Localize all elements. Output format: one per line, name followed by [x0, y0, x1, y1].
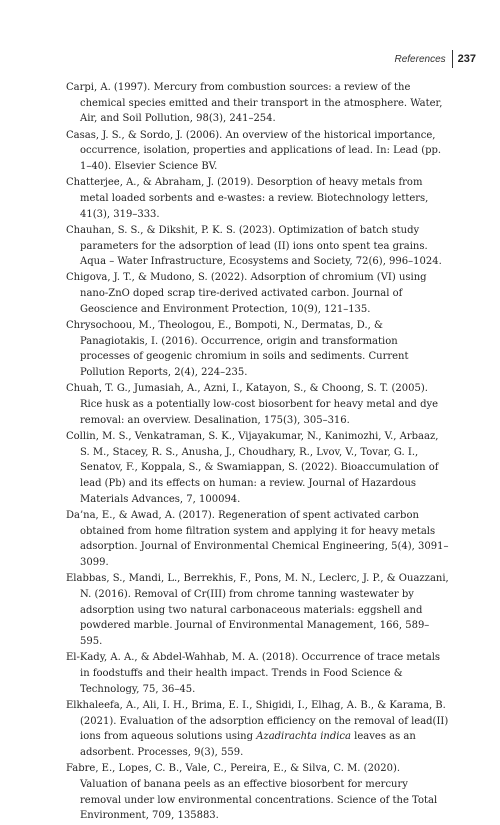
- reference-entry: [66, 698, 450, 761]
- reference-list: [66, 80, 450, 825]
- reference-text: Elkhaleefa, A., Ali, I. H., Brima, E. I., Shigidi, I., Elhag, A. B., & Karama, B. (2021). Evaluation of the adsorption efficiency on the removal of lead(II) ions from aqueous solutions using: [66, 699, 449, 743]
- reference-entry: Elabbas, S., Mandi, L., Berrekhis, F., Pons, M. N., Leclerc, J. P., & Ouazzani, N. (2016). Removal of Cr(III) from chrome tanning wastewater by adsorption using two natural carbonaceous materials: eggshell and powdered marble. Journal of Environmental Management, 166, 589–595.: [66, 573, 449, 648]
- reference-entry: Chigova, J. T., & Mudono, S. (2022). Adsorption of chromium (VI) using nano-ZnO doped scrap tire-derived activated carbon. Journal of Geoscience and Environment Protection, 10(9), 121–135.: [66, 272, 427, 315]
- reference-entry: Chauhan, S. S., & Dikshit, P. K. S. (2023). Optimization of batch study parameters for the adsorption of lead (II) ions onto spent tea grains. Aqua – Water Infrastructure, Ecosystems and Society, 72(6), 996–1024.: [66, 224, 442, 268]
- species-name: Azadirachta indica: [256, 731, 351, 743]
- reference-entry: Casas, J. S., & Sordo, J. (2006). An overview of the historical importance, occurrence, isolation, properties and applications of lead. In: Lead (pp. 1–40). Elsevier Science BV.: [66, 129, 442, 173]
- reference-entry: Chrysochoou, M., Theologou, E., Bompoti, N., Dermatas, D., & Panagiotakis, I. (2016). Occurrence, origin and transformation processes of geogenic chromium in soils and sediments. Current Pollution Reports, 2(4), 224–235.: [66, 320, 409, 379]
- reference-entry: Da’na, E., & Awad, A. (2017). Regeneration of spent activated carbon obtained from home filtration system and applying it for heavy metals adsorption. Journal of Environmental Chemical Engineering, 5(4), 3091–3099.: [66, 509, 449, 569]
- reference-text: leaves as an adsorbent. Processes, 9(3), 559.: [80, 731, 416, 759]
- reference-entry: Collin, M. S., Venkatraman, S. K., Vijayakumar, N., Kanimozhi, V., Arbaaz, S. M., Stacey, R. S., Anusha, J., Choudhary, R., Lvov, V., Tovar, G. I., Senatov, F., Koppala, S., & Swamiappan, S. (2022). Bioaccumulation of lead (Pb) and its effects on human: a review. Journal of Hazardous Materials Advances, 7, 100094.: [66, 430, 439, 505]
- reference-entry: Fabre, E., Lopes, C. B., Vale, C., Pereira, E., & Silva, C. M. (2020). Valuation of banana peels as an effective biosorbent for mercury removal under low environmental concentrations. Science of the Total Environment, 709, 135883.: [66, 763, 438, 822]
- reference-entry: Chatterjee, A., & Abraham, J. (2019). Desorption of heavy metals from metal loaded sorbents and e-wastes: a review. Biotechnology letters, 41(3), 319–333.: [66, 177, 429, 220]
- page-number: 237: [457, 53, 476, 65]
- reference-entry: El-Kady, A. A., & Abdel-Wahhab, M. A. (2018). Occurrence of trace metals in foodstuffs and their health impact. Trends in Food Science & Technology, 75, 36–45.: [66, 652, 441, 695]
- section-title: References: [394, 53, 446, 65]
- reference-entry: Carpi, A. (1997). Mercury from combustion sources: a review of the chemical species emitted and their transport in the atmosphere. Water, Air, and Soil Pollution, 98(3), 241–254.: [66, 82, 443, 125]
- reference-entry: Chuah, T. G., Jumasiah, A., Azni, I., Katayon, S., & Choong, S. T. (2005). Rice husk as a potentially low-cost biosorbent for heavy metal and dye removal: an overview. Desalination, 175(3), 305–316.: [66, 383, 439, 426]
- running-head: [395, 50, 477, 68]
